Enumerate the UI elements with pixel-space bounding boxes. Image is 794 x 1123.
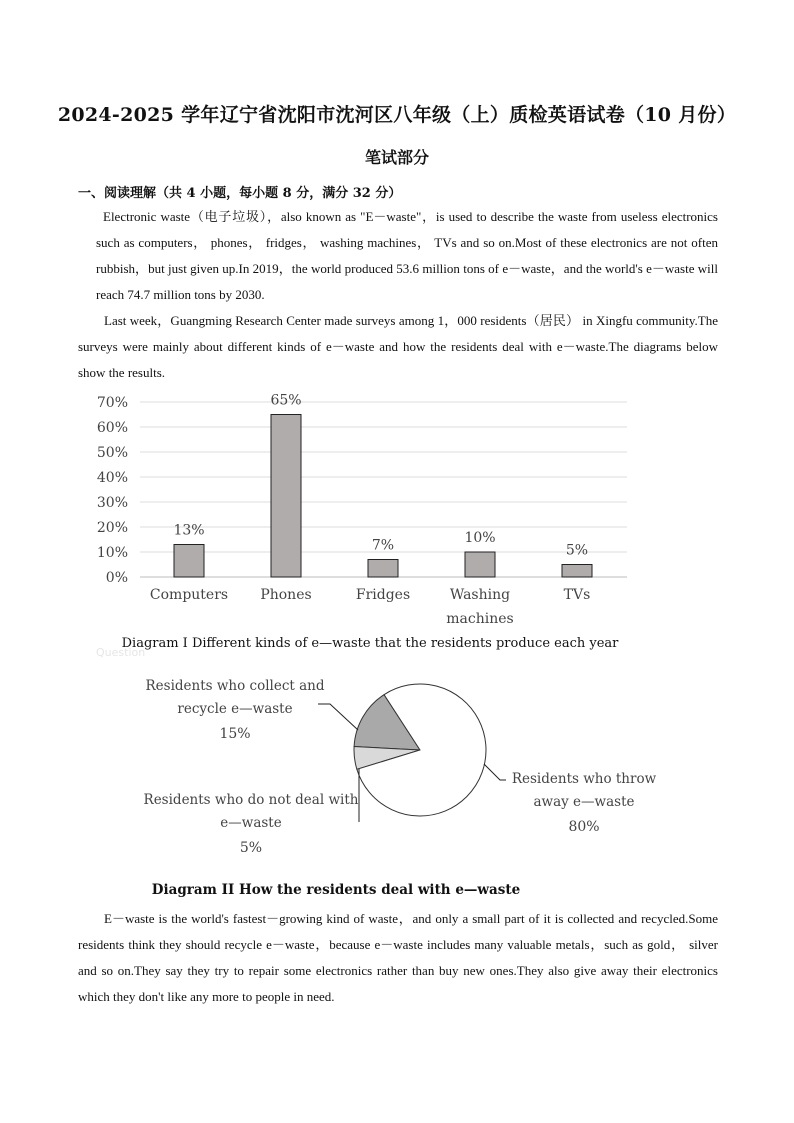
bar-chart-title: Diagram I Different kinds of e—waste that the residents produce each year [121, 636, 619, 651]
pie-leader-throw [484, 764, 506, 780]
x-tick-label: Fridges [355, 587, 411, 603]
x-tick-label: Phones [260, 587, 312, 603]
y-tick-label: 60% [96, 420, 128, 436]
pie-slice-percent: 5% [239, 840, 263, 856]
bar-value-label: 7% [371, 537, 395, 554]
y-tick-label: 50% [96, 445, 128, 461]
y-tick-label: 40% [96, 470, 128, 486]
pie-slice-label: Residents who collect and [145, 678, 325, 694]
diagrams-svg [0, 380, 794, 900]
pie-slice-label: e—waste [220, 815, 282, 831]
section-heading: 一、阅读理解（共 4 小题，每小题 8 分，满分 32 分） [78, 186, 402, 201]
bar-value-label: 65% [270, 392, 302, 409]
passage-paragraph-2: Last week，Guangming Research Center made surveys among 1，000 residents（居民） in Xingfu community.The surveys were mainly about different kinds of e－waste and how the residents deal with e－waste.The diagrams below show the results. [78, 313, 718, 380]
bar-value-label: 5% [565, 542, 589, 559]
passage-paragraph-3: E－waste is the world's fastest－growing kind of waste，and only a small part of it is collected and recycled.Some residents think they should recycle e－waste，because e－waste includes many valuable metals，such as gold， silver and so on.They say they try to repair some electronics rather than buy new ones.They also give away their electronics which they don't like any more to people in need. [78, 911, 718, 1004]
pie-leader-collect [318, 704, 358, 730]
page-title: 2024-2025 学年辽宁省沈阳市沈河区八年级（上）质检英语试卷（10 月份） [57, 104, 737, 126]
x-tick-label: TVs [563, 587, 591, 603]
pie-slice-label: Residents who do not deal with [143, 792, 359, 808]
bar-value-label: 10% [464, 530, 496, 546]
bar-fridges [368, 560, 398, 578]
y-tick-label: 20% [96, 520, 128, 536]
pie-slice-percent: 15% [219, 726, 251, 742]
diagrams-area [0, 380, 794, 900]
y-tick-label: 30% [96, 495, 128, 511]
y-tick-label: 0% [105, 570, 128, 586]
pie-slice-percent: 80% [568, 819, 600, 835]
passage-paragraph-1: Electronic waste（电子垃圾），also known as "E－waste"，is used to describe the waste from useless electronics such as computers， phones， fridges， washing machines， TVs and so on.Most of these electronics are not often rubbish，but just given up.In 2019，the world produced 53.6 million tons of e－waste，and the world's e－waste will reach 74.7 million tons by 2030. [96, 209, 718, 302]
bar-tvs [562, 565, 592, 578]
y-tick-label: 10% [96, 545, 128, 561]
ghost-watermark-text: Question [96, 646, 146, 659]
pie-slice-label: away e—waste [533, 794, 635, 810]
pie-chart-title: Diagram II How the residents deal with e—waste [151, 882, 521, 898]
y-tick-label: 70% [96, 395, 128, 411]
bar-phones [271, 415, 301, 578]
bar-computers [174, 545, 204, 578]
x-tick-label: Washing [449, 587, 511, 603]
page-subtitle: 笔试部分 [364, 148, 429, 167]
pie-slice-label: recycle e—waste [177, 701, 293, 717]
bar-value-label: 13% [173, 522, 205, 539]
x-tick-label: Computers [149, 587, 229, 603]
x-tick-label: machines [446, 611, 514, 627]
bar-washing-machines [465, 552, 495, 577]
pie-slice-label: Residents who throw [511, 771, 657, 787]
